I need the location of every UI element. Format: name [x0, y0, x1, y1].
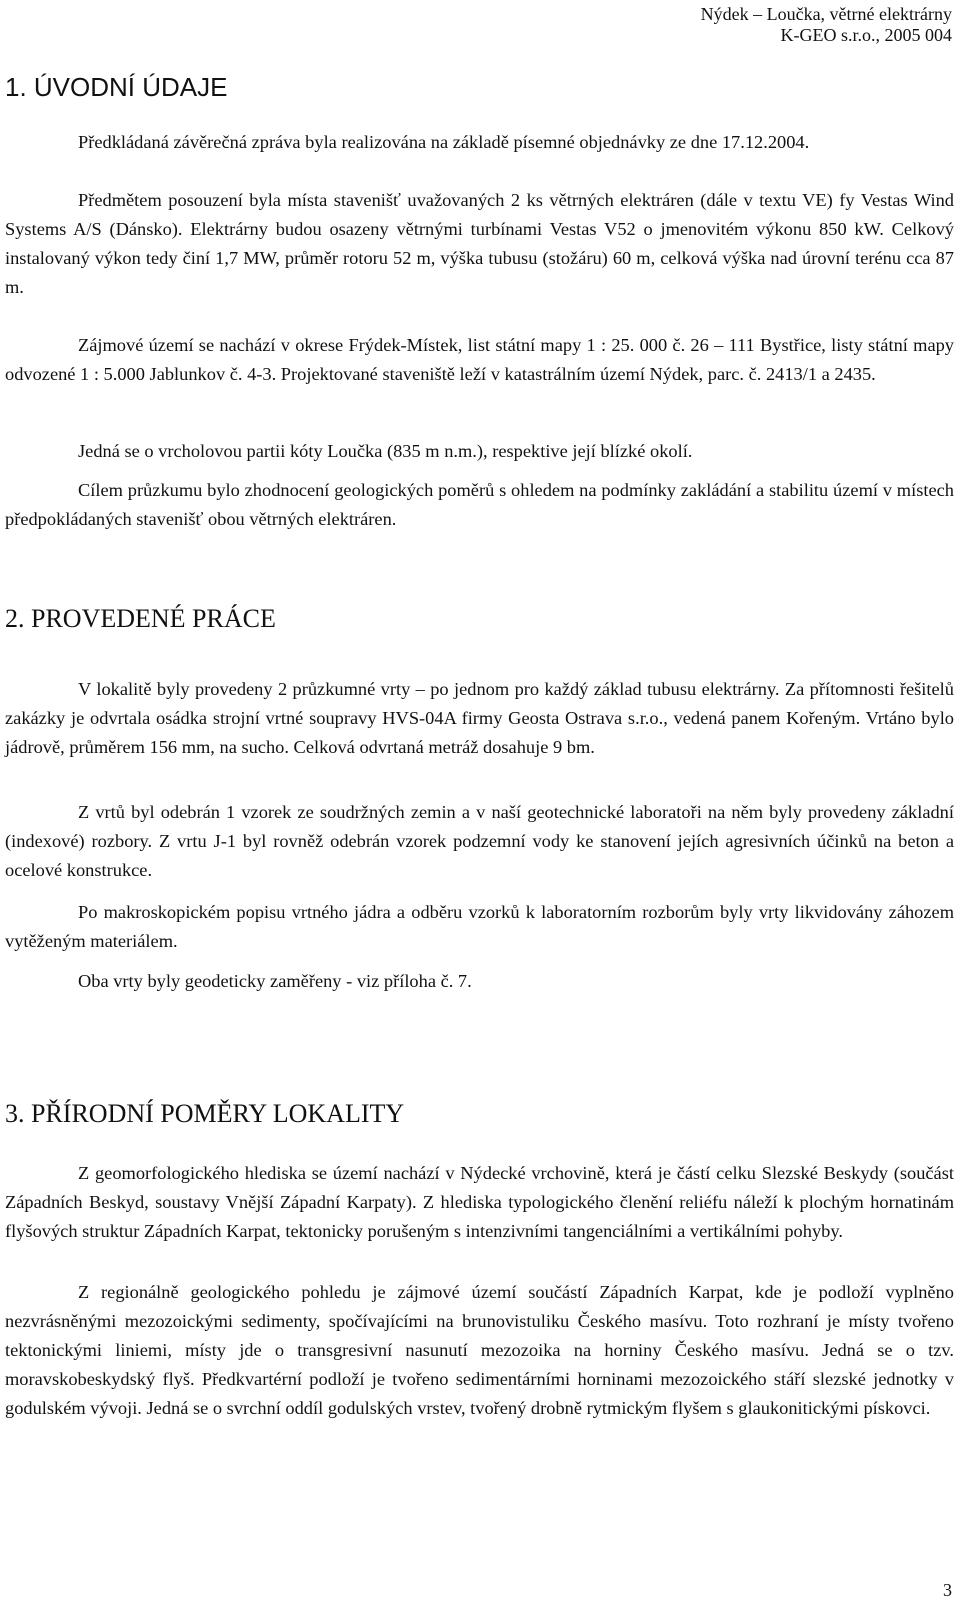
section-3-paragraph-2: Z regionálně geologického pohledu je zájmové území součástí Západních Karpat, kde je podloží vyplněno nezvrásněnými mezozoickými sedimenty, spočívajícími na brunovistuliku Českého masívu. Toto rozhraní je místy tvořeno tektonickými liniemi, místy jde o transgresivní nasunutí mezozoika na horniny Českého masívu. Jedná se o tzv. moravskobeskydský flyš. Předkvartérní podloží je tvořeno sedimentárními horninami mezozoického stáří slezské jednotky v godulském vývoji. Jedná se o svrchní oddíl godulských vrstev, tvořený drobně rytmickým flyšem s glaukonitickými pískovci.	[5, 1282, 954, 1418]
section-2-paragraph-4: Oba vrty byly geodeticky zaměřeny - viz příloha č. 7.	[78, 971, 472, 991]
section-2-paragraph-2: Z vrtů byl odebrán 1 vzorek ze soudržných zemin a v naší geotechnické laboratoři na něm byly provedeny základní (indexové) rozbory. Z vrtu J-1 byl rovněž odebrán vzorek podzemní vody ke stanovení jejích agresivních účinků na beton a ocelové konstrukce.	[5, 802, 954, 880]
section-2-paragraph-1: V lokalitě byly provedeny 2 průzkumné vrty – po jednom pro každý základ tubusu elektrárny. Za přítomnosti řešitelů zakázky je odvrtala osádka strojní vrtné soupravy HVS-04A firmy Geosta Ostrava s.r.o., vedená panem Kořeným. Vrtáno bylo jádrově, průměrem 156 mm, na sucho. Celková odvrtaná metráž dosahuje 9 bm.	[5, 679, 954, 757]
section-1-paragraph-2: Předmětem posouzení byla místa stavenišť uvažovaných 2 ks větrných elektráren (dále v textu VE) fy Vestas Wind Systems A/S (Dánsko). Elektrárny budou osazeny větrnými turbínami Vestas V52 o jmenovitém výkonu 850 kW. Celkový instalovaný výkon tedy činí 1,7 MW, průměr rotoru 52 m, výška tubusu (stožáru) 60 m, celková výška nad úrovní terénu cca 87 m.	[5, 190, 954, 297]
page-number: 3	[943, 1580, 952, 1600]
section-1-title: 1. ÚVODNÍ ÚDAJE	[5, 72, 228, 102]
document-header	[701, 4, 952, 46]
section-3-paragraph-1: Z geomorfologického hlediska se území nachází v Nýdecké vrchovině, která je částí celku Slezské Beskydy (součást Západních Beskyd, soustavy Vnější Západní Karpaty). Z hlediska typologického členění reliéfu náleží k plochým hornatinám flyšových struktur Západních Karpat, tektonicky porušeným s intenzivními tangenciálními a vertikálními pohyby.	[5, 1163, 954, 1241]
section-2-paragraph-3: Po makroskopickém popisu vrtného jádra a odběru vzorků k laboratorním rozborům byly vrty likvidovány záhozem vytěženým materiálem.	[5, 902, 954, 951]
section-2-title: 2. PROVEDENÉ PRÁCE	[5, 604, 276, 633]
header-project-title: Nýdek – Loučka, větrné elektrárny	[700, 4, 952, 24]
section-3-title: 3. PŘÍRODNÍ POMĚRY LOKALITY	[5, 1099, 405, 1128]
section-1-paragraph-3: Zájmové území se nachází v okrese Frýdek-Místek, list státní mapy 1 : 25. 000 č. 26 – 111 Bystřice, listy státní mapy odvozené 1 : 5.000 Jablunkov č. 4-3. Projektované staveniště leží v katastrálním území Nýdek, parc. č. 2413/1 a 2435.	[5, 335, 954, 384]
section-1-paragraph-5: Cílem průzkumu bylo zhodnocení geologických poměrů s ohledem na podmínky zakládání a stabilitu území v místech předpokládaných stavenišť obou větrných elektráren.	[5, 480, 954, 529]
section-1-paragraph-1: Předkládaná závěrečná zpráva byla realizována na základě písemné objednávky ze dne 17.12.2004.	[78, 132, 810, 152]
header-company-ref: K-GEO s.r.o., 2005 004	[780, 25, 952, 45]
section-1-paragraph-4: Jedná se o vrcholovou partii kóty Loučka (835 m n.m.), respektive její blízké okolí.	[78, 441, 693, 461]
